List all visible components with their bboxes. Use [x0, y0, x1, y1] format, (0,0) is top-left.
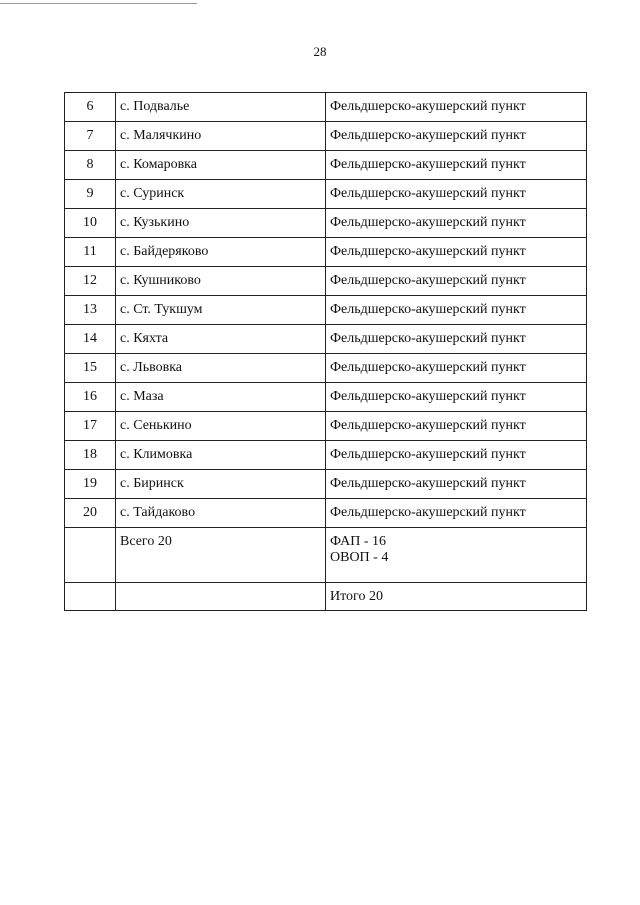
facility-type-cell: Фельдшерско-акушерский пункт [326, 412, 587, 441]
facility-type-cell: Фельдшерско-акушерский пункт [326, 296, 587, 325]
grand-total-row [65, 583, 587, 611]
empty-cell [65, 583, 116, 611]
settlement-cell: с. Подвалье [116, 93, 326, 122]
table-row [65, 180, 587, 209]
table-row [65, 238, 587, 267]
settlement-cell: с. Биринск [116, 470, 326, 499]
facility-type-cell: Фельдшерско-акушерский пункт [326, 122, 587, 151]
table-row [65, 93, 587, 122]
facility-type-cell: Фельдшерско-акушерский пункт [326, 383, 587, 412]
row-number-cell: 17 [65, 412, 116, 441]
settlement-cell: с. Маза [116, 383, 326, 412]
facility-type-cell: Фельдшерско-акушерский пункт [326, 151, 587, 180]
row-number-cell: 11 [65, 238, 116, 267]
settlement-cell: с. Суринск [116, 180, 326, 209]
facility-type-cell: Фельдшерско-акушерский пункт [326, 267, 587, 296]
table-row [65, 470, 587, 499]
row-number-cell: 15 [65, 354, 116, 383]
settlement-cell: с. Львовка [116, 354, 326, 383]
top-rule [0, 3, 197, 4]
facility-type-cell: Фельдшерско-акушерский пункт [326, 354, 587, 383]
facility-type-cell: Фельдшерско-акушерский пункт [326, 238, 587, 267]
settlement-cell: с. Тайдаково [116, 499, 326, 528]
facility-type-cell: Фельдшерско-акушерский пункт [326, 93, 587, 122]
facilities-table [64, 92, 587, 611]
table-row [65, 383, 587, 412]
row-number-cell: 19 [65, 470, 116, 499]
row-number-cell: 12 [65, 267, 116, 296]
settlement-cell: с. Малячкино [116, 122, 326, 151]
total-breakdown-cell [326, 528, 587, 583]
total-breakdown-line: ФАП - 16 [330, 534, 387, 549]
empty-cell [65, 528, 116, 583]
row-number-cell: 13 [65, 296, 116, 325]
row-number-cell: 14 [65, 325, 116, 354]
table-row [65, 267, 587, 296]
facility-type-cell: Фельдшерско-акушерский пункт [326, 325, 587, 354]
table-row [65, 122, 587, 151]
table-row [65, 296, 587, 325]
row-number-cell: 16 [65, 383, 116, 412]
table-row [65, 209, 587, 238]
settlement-cell: с. Кяхта [116, 325, 326, 354]
table-body [65, 93, 587, 611]
row-number-cell: 10 [65, 209, 116, 238]
facility-type-cell: Фельдшерско-акушерский пункт [326, 209, 587, 238]
total-breakdown-line: ОВОП - 4 [330, 550, 389, 565]
settlement-cell: с. Комаровка [116, 151, 326, 180]
settlement-cell: с. Байдеряково [116, 238, 326, 267]
table-row [65, 412, 587, 441]
row-number-cell: 18 [65, 441, 116, 470]
facility-type-cell: Фельдшерско-акушерский пункт [326, 441, 587, 470]
table-row [65, 151, 587, 180]
total-label-cell: Всего 20 [116, 528, 326, 583]
page-number: 28 [313, 44, 327, 59]
empty-cell [116, 583, 326, 611]
grand-total-cell: Итого 20 [326, 583, 587, 611]
facility-type-cell: Фельдшерско-акушерский пункт [326, 180, 587, 209]
row-number-cell: 8 [65, 151, 116, 180]
row-number-cell: 7 [65, 122, 116, 151]
total-row [65, 528, 587, 583]
facility-type-cell: Фельдшерско-акушерский пункт [326, 470, 587, 499]
settlement-cell: с. Климовка [116, 441, 326, 470]
settlement-cell: с. Кушниково [116, 267, 326, 296]
settlement-cell: с. Кузькино [116, 209, 326, 238]
table-row [65, 499, 587, 528]
row-number-cell: 9 [65, 180, 116, 209]
settlement-cell: с. Сенькино [116, 412, 326, 441]
row-number-cell: 20 [65, 499, 116, 528]
facility-type-cell: Фельдшерско-акушерский пункт [326, 499, 587, 528]
table-row [65, 325, 587, 354]
settlement-cell: с. Ст. Тукшум [116, 296, 326, 325]
table-row [65, 441, 587, 470]
table-row [65, 354, 587, 383]
row-number-cell: 6 [65, 93, 116, 122]
